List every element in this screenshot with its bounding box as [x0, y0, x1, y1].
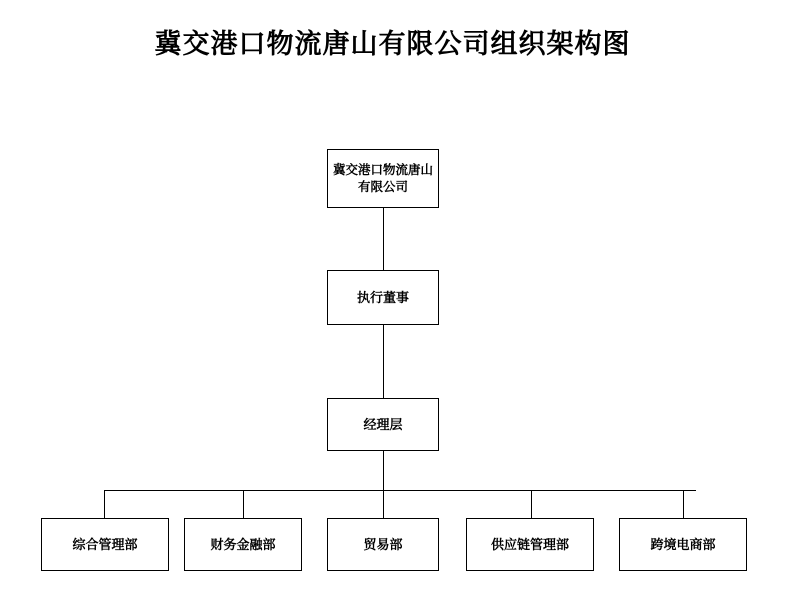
node-dept-supply-chain: 供应链管理部: [466, 518, 594, 571]
connector-executive-director-to-management: [383, 325, 384, 398]
connector-bus-to-dept-trade: [383, 451, 384, 518]
connector-bus-to-dept-ecommerce: [683, 490, 684, 518]
connector-bus-to-dept-general: [104, 490, 105, 518]
node-company: 冀交港口物流唐山有限公司: [327, 149, 439, 208]
node-management: 经理层: [327, 398, 439, 451]
node-dept-general-management: 综合管理部: [41, 518, 169, 571]
connector-horizontal-bus: [104, 490, 696, 491]
page-title: 冀交港口物流唐山有限公司组织架构图: [154, 29, 631, 59]
node-dept-cross-border-ecommerce: 跨境电商部: [619, 518, 747, 571]
connector-company-to-executive-director: [383, 208, 384, 270]
connector-bus-to-dept-finance: [243, 490, 244, 518]
node-executive-director: 执行董事: [327, 270, 439, 325]
connector-bus-to-dept-supply-chain: [531, 490, 532, 518]
node-dept-finance: 财务金融部: [184, 518, 302, 571]
node-dept-trade: 贸易部: [327, 518, 439, 571]
